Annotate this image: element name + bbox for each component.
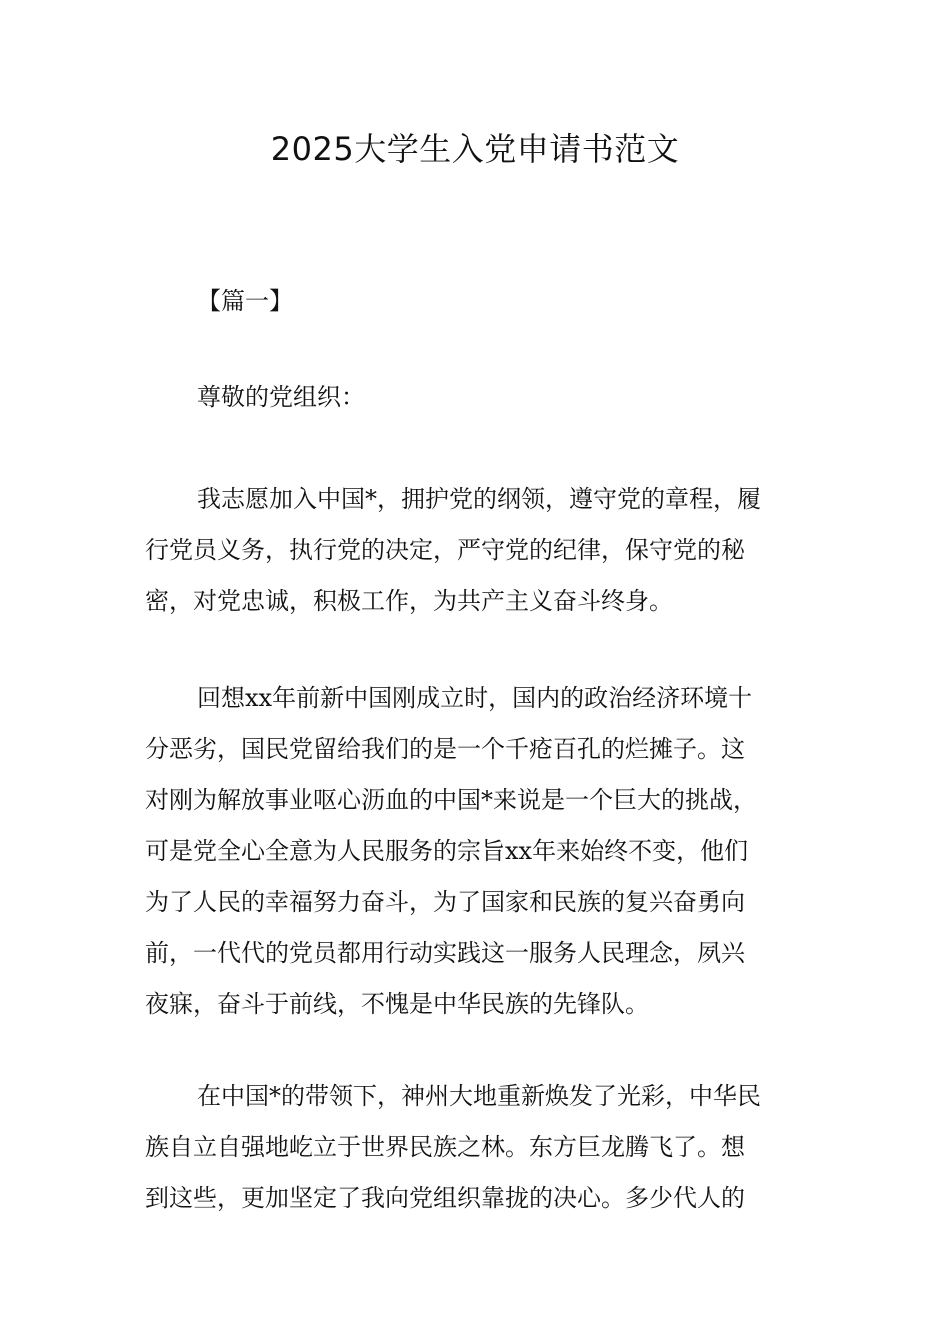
paragraph-line: 行党员义务，执行党的决定，严守党的纪律，保守党的秘 bbox=[145, 536, 745, 564]
paragraph-3 bbox=[145, 1071, 810, 1224]
paragraph-line: 夜寐，奋斗于前线，不愧是中华民族的先锋队。 bbox=[145, 990, 649, 1018]
paragraph-line: 为了人民的幸福努力奋斗，为了国家和民族的复兴奋勇向 bbox=[145, 888, 745, 916]
paragraph-line: 在中国*的带领下，神州大地重新焕发了光彩，中华民 bbox=[197, 1082, 761, 1110]
paragraph-line: 族自立自强地屹立于世界民族之林。东方巨龙腾飞了。想 bbox=[145, 1133, 745, 1161]
paragraph-line: 前，一代代的党员都用行动实践这一服务人民理念，夙兴 bbox=[145, 939, 745, 967]
section-label: 【篇一】 bbox=[197, 287, 293, 315]
paragraph-line: 回想xx年前新中国刚成立时，国内的政治经济环境十 bbox=[197, 684, 753, 712]
paragraph-2 bbox=[145, 673, 810, 1030]
paragraph-line: 可是党全心全意为人民服务的宗旨xx年来始终不变，他们 bbox=[145, 837, 749, 865]
paragraph-line: 我志愿加入中国*，拥护党的纲领，遵守党的章程，履 bbox=[197, 485, 761, 513]
document-title: 2025大学生入党申请书范文 bbox=[270, 130, 680, 168]
paragraph-line: 对刚为解放事业呕心沥血的中国*来说是一个巨大的挑战， bbox=[145, 786, 757, 814]
paragraph-line: 密，对党忠诚，积极工作，为共产主义奋斗终身。 bbox=[145, 587, 673, 615]
salutation: 尊敬的党组织： bbox=[197, 383, 365, 411]
paragraph-line: 到这些，更加坚定了我向党组织靠拢的决心。多少代人的 bbox=[145, 1184, 745, 1212]
paragraph-1 bbox=[145, 474, 810, 627]
paragraph-line: 分恶劣，国民党留给我们的是一个千疮百孔的烂摊子。这 bbox=[145, 735, 745, 763]
